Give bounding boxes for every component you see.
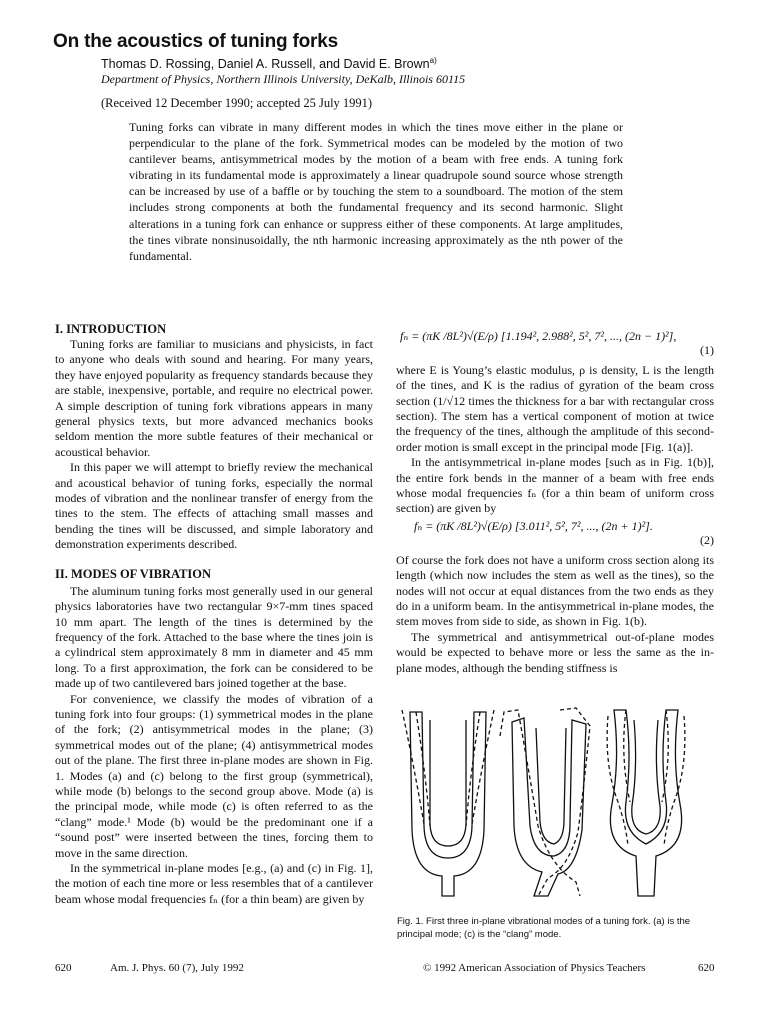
affiliation: Department of Physics, Northern Illinois University, DeKalb, Illinois 60115 bbox=[101, 72, 466, 86]
figure-caption: Fig. 1. First three in-plane vibrational modes of a tuning fork. (a) is the principal mode; (c) is the “clang” mode. bbox=[397, 916, 691, 940]
intro-paragraph-2: In this paper we will attempt to briefly review the mechanical and acoustical behavior of tuning forks, especially the normal modes of vibration and the nonlinear transfer of energy from the tines to the stem. The effects of attaching small masses and bending the tines will be discussed, and simple laboratory and demonstration experiments described. bbox=[55, 460, 373, 552]
footer-copyright: © 1992 American Association of Physics Teachers bbox=[423, 962, 646, 974]
fork-c-outline bbox=[610, 710, 681, 896]
equation-1-formula: fₙ = (πK /8L²)√(E/ρ) [1.194², 2.988², 5², 7², ..., (2n − 1)²], bbox=[400, 329, 677, 343]
fork-b-outline bbox=[512, 718, 586, 896]
fork-c-drawing bbox=[607, 710, 685, 896]
equation-1 bbox=[396, 329, 714, 359]
footer-page-number-right: 620 bbox=[698, 962, 715, 974]
equation-1-number: (1) bbox=[700, 343, 714, 358]
tuning-fork-modes-figure bbox=[400, 706, 720, 898]
right-column bbox=[396, 327, 714, 676]
fork-a-outline bbox=[410, 712, 486, 896]
paper-title: On the acoustics of tuning forks bbox=[53, 31, 338, 52]
paragraph-nonuniform: Of course the fork does not have a uniform cross section along its length (which now includes the stem as well as the tines), so the nodes will not occur at equal distances from the two ends as they do in a uniform beam. In the antisymmetrical in-plane modes, the stem moves from side to side, as shown in Fig. 1(b). bbox=[396, 552, 714, 629]
footer-journal-citation: Am. J. Phys. 60 (7), July 1992 bbox=[110, 962, 244, 974]
equation-2-formula: fₙ = (πK /8L²)√(E/ρ) [3.011², 5², 7², ..., (2n + 1)²]. bbox=[414, 518, 653, 533]
modes-paragraph-2: For convenience, we classify the modes of vibration of a tuning fork into four groups: (1) symmetrical modes in the plane of the fork; (2) antisymmetrical modes in the plane; (3) symmetrical modes out of the plane; (4) antisymmetrical modes out of the plane. The first three in-plane modes are shown in Fig. 1. Modes (a) and (c) belong to the first group (symmetrical), while mode (b) belongs to the second group above. Mode (a) is the principal mode, while mode (c) is often referred to as the “clang” mode.¹ Mode (b) would be the predominant one if a “sound post” were inserted between the tines, forcing them to move in the same direction. bbox=[55, 691, 373, 860]
authors-line bbox=[101, 56, 437, 71]
intro-paragraph-1: Tuning forks are familiar to musicians and physicists, in fact to anyone who deals with sound and hearing. For many years, they have enjoyed popularity as frequency standards because they are stable, inexpensive, portable, and require no electrical power. A simple description of tuning fork vibrations appears in many general physics texts, but more advanced mechanics books seldom mention the more subtle features of their mechanical or acoustical behavior. bbox=[55, 337, 373, 459]
paragraph-antisymmetric: In the antisymmetrical in-plane modes [such as in Fig. 1(b)], the entire fork bends in the manner of a beam with free ends whose modal frequencies fₙ (for a thin beam of uniform cross section) are given by bbox=[396, 455, 714, 516]
fork-b-drawing bbox=[500, 708, 590, 896]
author-names: Thomas D. Rossing, Daniel A. Russell, and David E. Brown bbox=[101, 57, 430, 72]
paragraph-eq1-explanation: where E is Young’s elastic modulus, ρ is density, L is the length of the tines, and K is the radius of gyration of the beam cross section (1/√12 times the thickness for a bar with rectangular cross section). The stem has a vertical component of motion at twice the frequency of the tines, although the amplitude of this second-order motion is small except in the principal mode [Fig. 1(a)]. bbox=[396, 362, 714, 454]
section-heading-modes: II. MODES OF VIBRATION bbox=[55, 566, 212, 581]
equation-2-number: (2) bbox=[700, 533, 714, 548]
modes-paragraph-1: The aluminum tuning forks most generally used in our general physics laboratories have two rectangular 9×7-mm tines spaced 10 mm apart. The length of the tines is determined by the frequency of the fork. Attached to the base where the tines join is a cylindrical stem approximately 8 mm in diameter and 45 mm long. To a first approximation, the fork can be considered to be made up of two cantilevered bars joined together at the base. bbox=[55, 583, 373, 691]
fork-a-tine-gap bbox=[430, 720, 466, 846]
paragraph-out-of-plane: The symmetrical and antisymmetrical out-of-plane modes would be expected to behave more or less the same as the in-plane modes, although the bending stiffness is bbox=[396, 629, 714, 675]
fork-b-tine-gap bbox=[536, 728, 566, 844]
left-column bbox=[55, 321, 373, 907]
modes-paragraph-3: In the symmetrical in-plane modes [e.g., (a) and (c) in Fig. 1], the motion of each tine more or less resembles that of a cantilever beam whose modal frequencies fₙ (for a thin beam) are given by bbox=[55, 861, 373, 906]
fork-c-tine-gap bbox=[632, 720, 660, 834]
fork-a-drawing bbox=[402, 710, 494, 896]
equation-2 bbox=[396, 519, 714, 549]
section-heading-introduction: I. INTRODUCTION bbox=[55, 322, 167, 336]
abstract: Tuning forks can vibrate in many different modes in which the tines move either in the plane or perpendicular to the plane of the fork. Symmetrical modes can be modeled by the motion of two cantilever beams, antisymmetrical modes by the motion of a beam with free ends. A tuning fork vibrating in its fundamental mode is approximately a linear quadrupole sound source whose strength can be increased by use of a baffle or by touching the stem to a soundboard. The motion of the stem includes strong components at both the fundamental frequency and its second harmonic. Slight alterations in a tuning fork can enhance or suppress either of these components. At large amplitudes, the tines vibrate nonsinusoidally, the nth harmonic increasing approximately as the nth power of the fundamental. bbox=[129, 120, 623, 263]
author-footnote-marker: a) bbox=[429, 56, 437, 65]
received-dates: (Received 12 December 1990; accepted 25 July 1991) bbox=[101, 96, 373, 110]
fork-c-displaced bbox=[607, 710, 685, 846]
footer-page-number-left: 620 bbox=[55, 962, 72, 974]
fork-a-displaced bbox=[402, 710, 494, 826]
